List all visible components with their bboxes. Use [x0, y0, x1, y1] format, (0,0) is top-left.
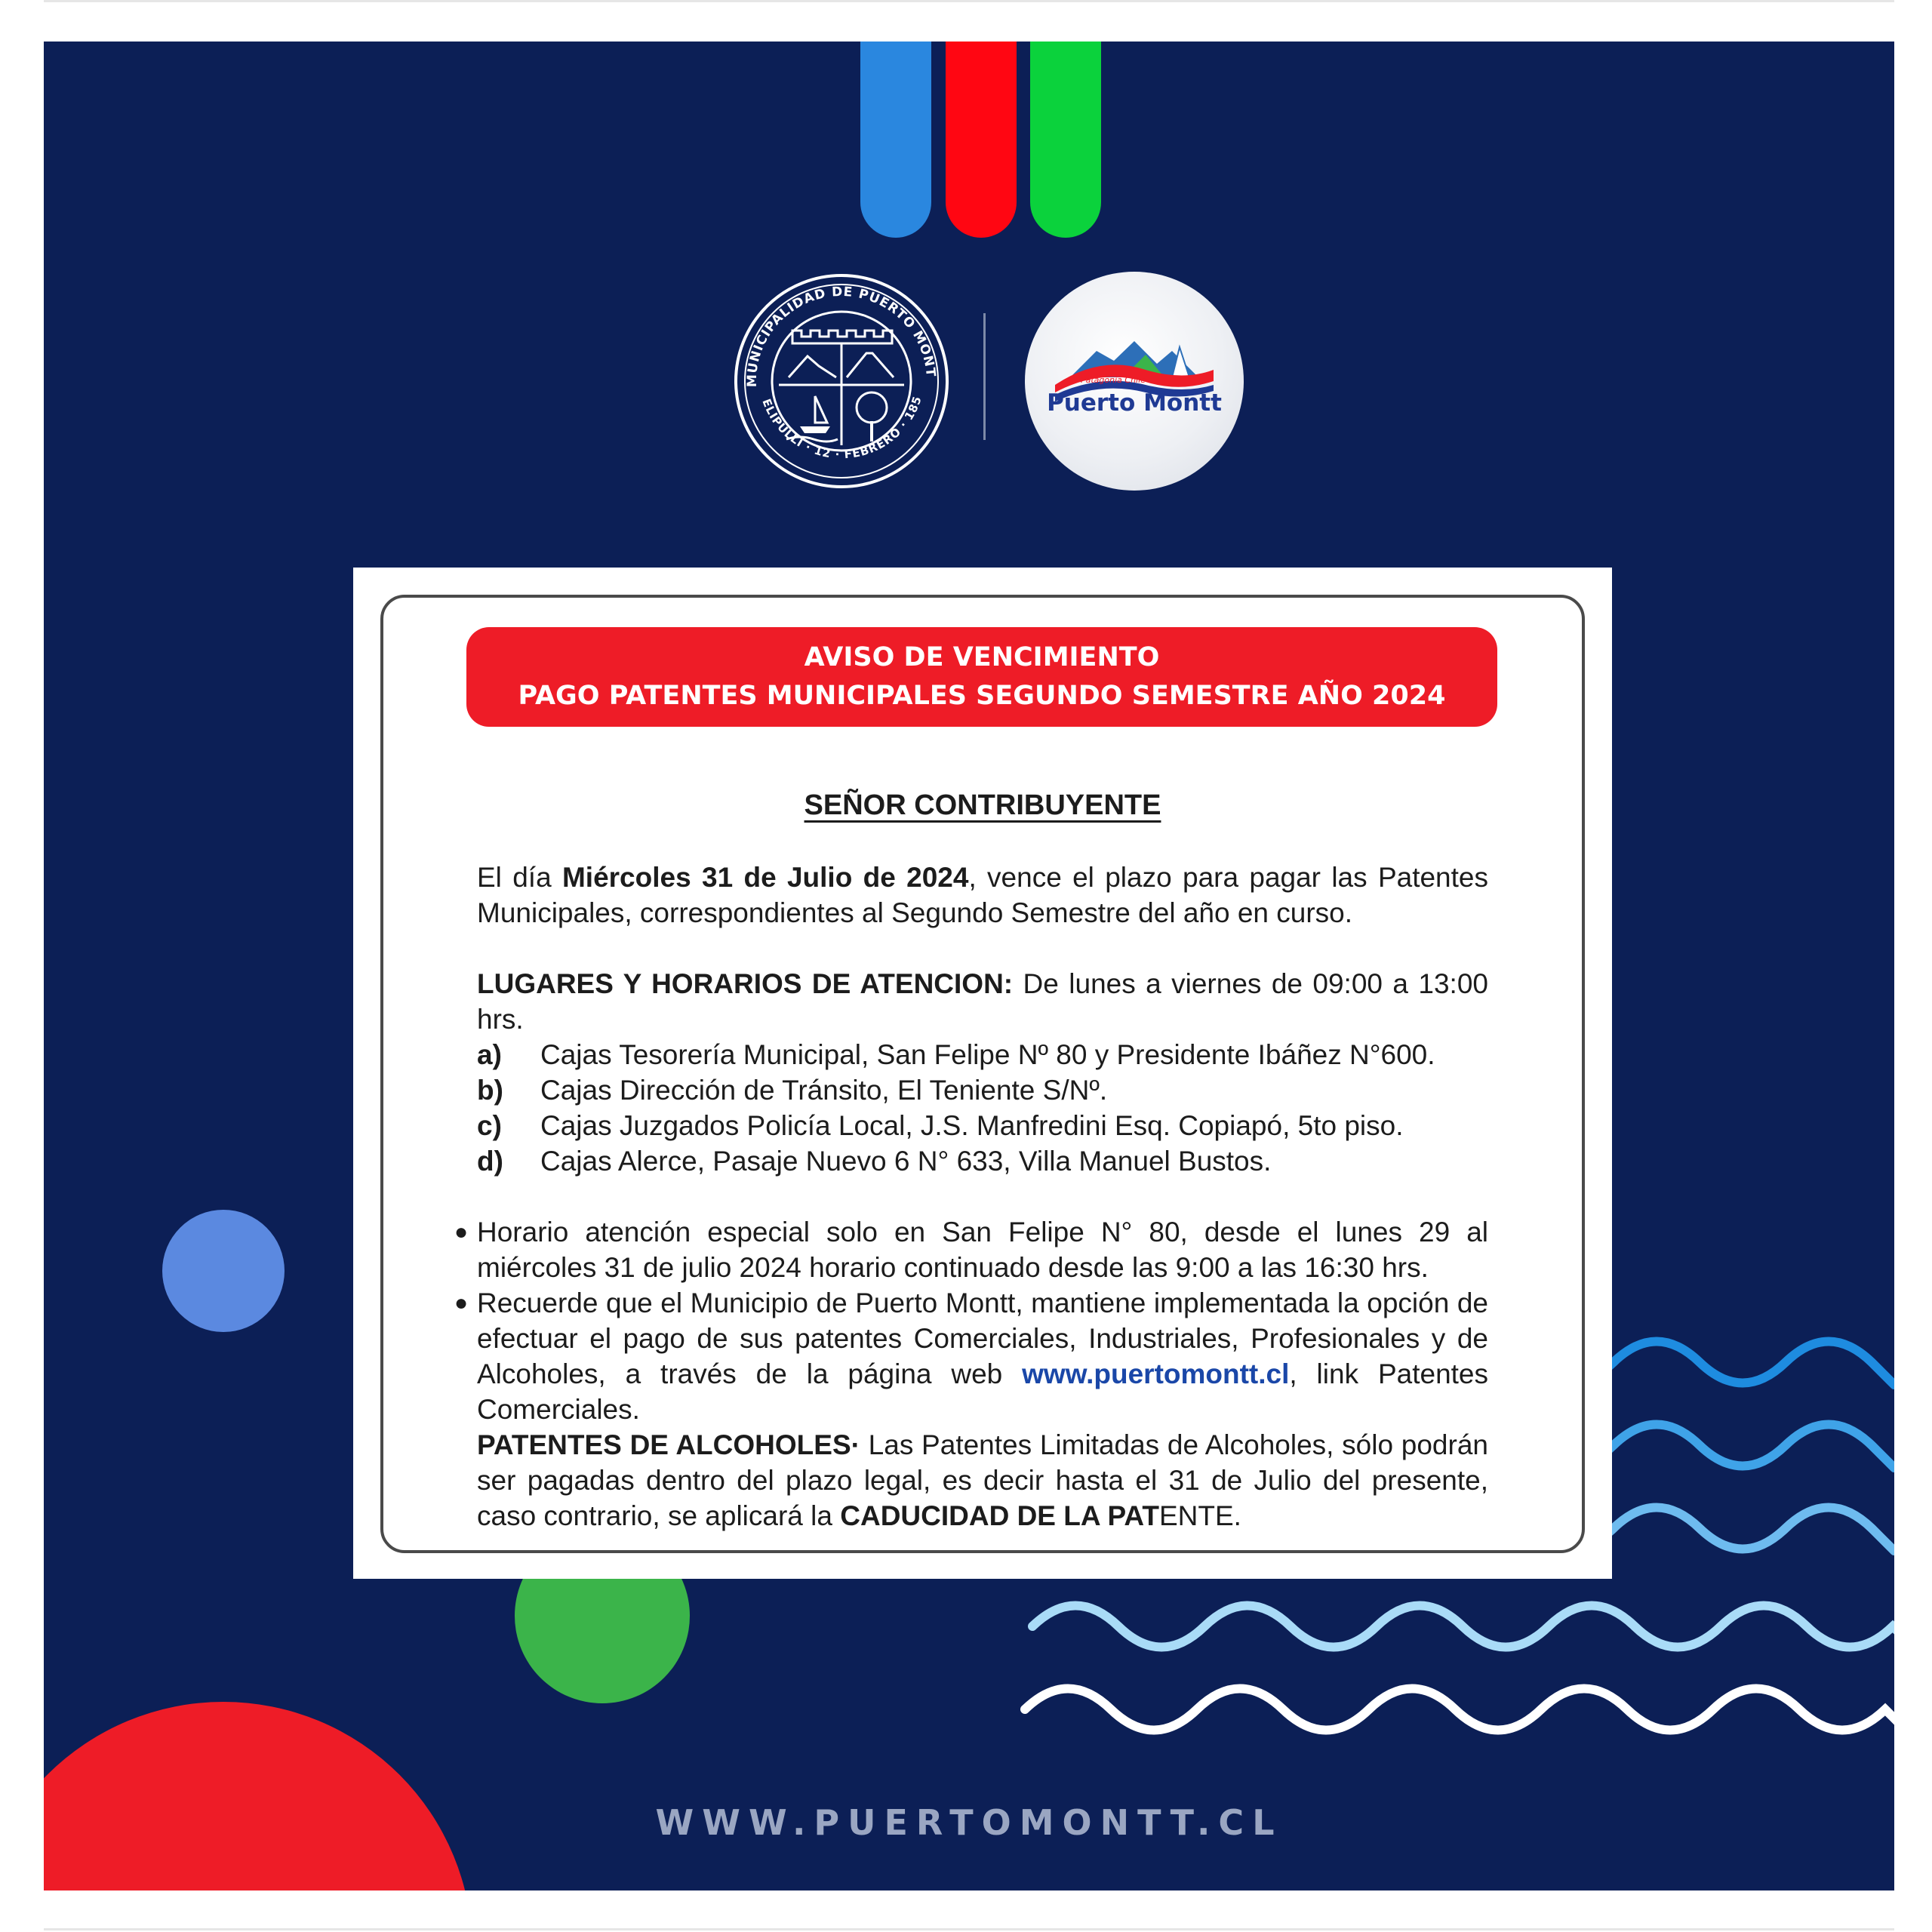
special-hours-note — [454, 1214, 1488, 1285]
places-list — [477, 1037, 1488, 1179]
top-divider — [44, 0, 1894, 2]
list-item-text: Cajas Alerce, Pasaje Nuevo 6 N° 633, Villa Manuel Bustos. — [540, 1146, 1272, 1177]
intro-suffix: , vence el plazo para pagar las Patentes Municipales, correspondientes al Segundo Semestre del año en curso. — [477, 862, 1488, 928]
green-flag-bar — [1030, 42, 1101, 238]
brand-tagline: Patagonia Chile — [1081, 375, 1146, 385]
seal-top-text: MUNICIPALIDAD DE PUERTO MONT — [744, 284, 939, 388]
poster — [44, 42, 1894, 1890]
alcohol-end: ENTE. — [1159, 1500, 1241, 1531]
notice-title-banner — [466, 627, 1497, 727]
online-payment-text: Recuerde que el Municipio de Puerto Montt, mantiene implementada la opción de efectuar el pago de sus patentes Comerciales, Industriales, Profesionales y de Alcoholes, a través de la página web — [477, 1287, 1488, 1389]
list-item-letter: d) — [477, 1146, 503, 1177]
notice-title-line2: PAGO PATENTES MUNICIPALES SEGUNDO SEMESTRE AÑO 2024 — [518, 681, 1446, 711]
website-link[interactable]: www.puertomontt.cl — [1022, 1358, 1290, 1389]
list-item-text: Cajas Tesorería Municipal, San Felipe Nº 80 y Presidente Ibáñez N°600. — [540, 1039, 1435, 1070]
places-paragraph — [477, 966, 1488, 1037]
alcohol-bold: CADUCIDAD DE LA PAT — [840, 1500, 1159, 1531]
alcohol-permits-note — [477, 1427, 1488, 1534]
notes-list — [454, 1214, 1488, 1534]
red-flag-bar — [946, 42, 1017, 238]
bullet-icon: ● — [454, 1291, 469, 1315]
notice-card — [353, 568, 1612, 1579]
due-date: Miércoles 31 de Julio de 2024 — [561, 862, 969, 893]
alcohol-text: Las Patentes Limitadas de Alcoholes, sólo podrán ser pagadas dentro del plazo legal, es decir hasta el 31 de Julio del presente, caso contrario, se aplicará la — [477, 1429, 1488, 1531]
list-item — [477, 1072, 1488, 1108]
brand-name: Puerto Montt — [1047, 389, 1222, 417]
online-payment-note — [454, 1285, 1488, 1427]
salutation-heading: SEÑOR CONTRIBUYENTE — [804, 789, 1161, 821]
bottom-divider — [44, 1928, 1894, 1930]
intro-paragraph — [477, 860, 1488, 931]
logo-divider — [983, 313, 986, 440]
list-item-text: Cajas Juzgados Policía Local, J.S. Manfredini Esq. Copiapó, 5to piso. — [540, 1110, 1404, 1141]
list-item-letter: b) — [477, 1075, 503, 1106]
notice-title-line1: AVISO DE VENCIMIENTO — [804, 642, 1160, 672]
list-item-text: Cajas Dirección de Tránsito, El Teniente S/Nº. — [540, 1075, 1108, 1106]
list-item-letter: a) — [477, 1039, 502, 1070]
list-item — [477, 1108, 1488, 1143]
online-payment-suffix: , link Patentes Comerciales. — [477, 1358, 1488, 1425]
puerto-montt-brand-logo — [1025, 272, 1244, 491]
intro-prefix: El día — [477, 862, 562, 893]
list-item — [477, 1037, 1488, 1072]
municipality-seal-icon — [732, 272, 951, 491]
bullet-icon: ● — [454, 1220, 469, 1244]
decorative-red-circle — [44, 1702, 472, 1890]
alcohol-heading: PATENTES DE ALCOHOLES· — [477, 1429, 860, 1460]
special-hours-text: Horario atención especial solo en San Felipe N° 80, desde el lunes 29 al miércoles 31 de julio 2024 horario continuado desde las 9:00 a las 16:30 hrs. — [477, 1217, 1488, 1283]
list-item — [477, 1143, 1488, 1179]
places-heading: LUGARES Y HORARIOS DE ATENCION: — [477, 968, 1014, 999]
decorative-blue-circle — [162, 1210, 285, 1332]
list-item-letter: c) — [477, 1110, 502, 1141]
seal-bottom-text: ELIPULLI · 12 · FEBRERO · 185 — [759, 394, 924, 462]
footer-website-url[interactable]: WWW.PUERTOMONTT.CL — [655, 1802, 1283, 1843]
blue-flag-bar — [860, 42, 931, 238]
places-hours: De lunes a viernes de 09:00 a 13:00 hrs. — [477, 968, 1488, 1035]
